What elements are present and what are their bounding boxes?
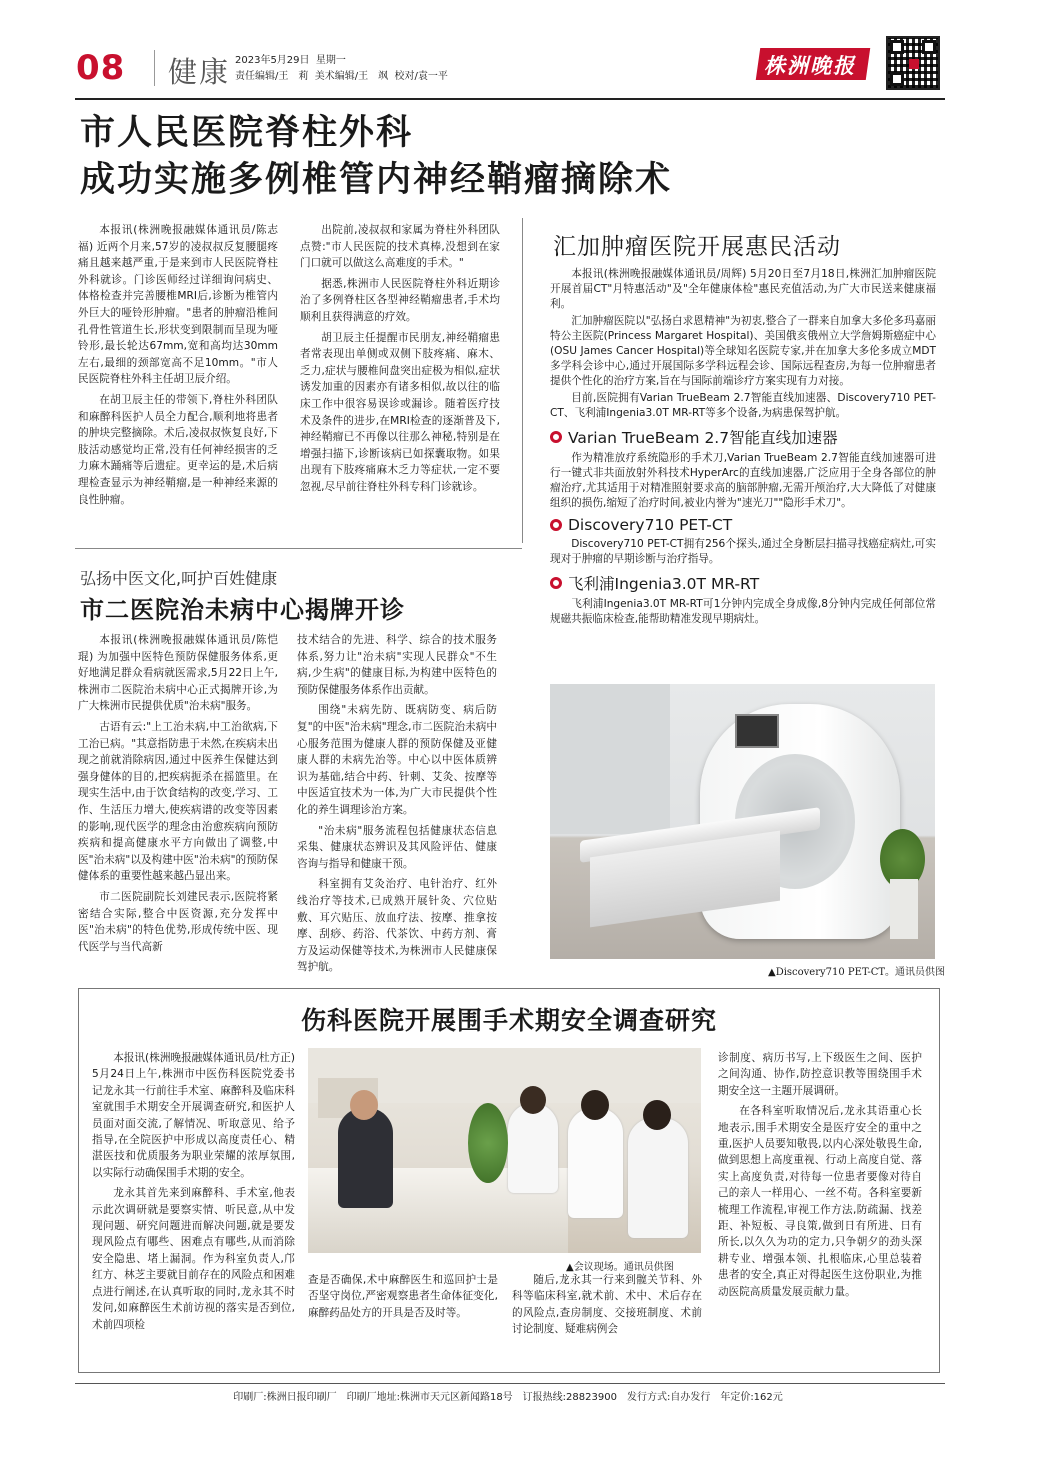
article4-col4	[718, 1050, 922, 1300]
article2-paragraph: 目前,医院拥有Varian TrueBeam 2.7智能直线加速器、Discovery710 PET-CT、飞利浦Ingenia3.0T MR-RT等多个设备,为病患保驾护航。	[550, 392, 936, 419]
article1-title-line2: 成功实施多例椎管内神经鞘瘤摘除术	[80, 160, 673, 200]
petct-photo	[550, 684, 935, 959]
article4-paragraph: 诊制度、病历书写,上下级医生之间、医护之间沟通、协作,防控意识教等围绕围手术期安全这一主题开展调研。	[718, 1052, 922, 1097]
article3-paragraph: "治未病"服务流程包括健康状态信息采集、健康状态辨识及其风险评估、健康咨询与指导和健康干预。	[297, 824, 497, 870]
article4-col1	[92, 1050, 295, 1333]
article3-paragraph: 古语有云:"上工治未病,中工治欲病,下工治已病。"其意指防患于未然,在疾病未出现之前就消除病因,通过中医养生保健达到强身健体的目的,把疾病扼杀在摇篮里。在现实生活中,由于饮食结构的改变,学习、工作、生活压力增大,使疾病谱的改变等因素的影响,现代医学的理念由治愈疾病向预防疾病和提高健康水平方向做出了调整,中医"治未病"以及构建中医"治未病"的预防保健体系的重要性越来越凸显出来。	[78, 720, 278, 883]
subhead-discovery-text: Discovery710 PET-CT	[568, 516, 733, 534]
article4-paragraph: 在各科室听取情况后,龙永其语重心长地表示,围手术期安全是医疗安全的重中之重,医护人员要知敬畏,以内心深处敬畏生命,做到思想上高度重视、行动上高度自觉、落实上高度负责,对待每一位患者要像对待自己的亲人一样用心、一丝不苟。各科室要新梳理工作流程,审视工作方法,防疏漏、找差距、补短板、寻良策,做到日有所进、日有所长,以久久为功的定力,只争朝夕的劲头深耕专业、增强本领、扎根临床,心里总装着患者的安全,真正对得起医生这份职业,为推动医院高质量发展贡献力量。	[718, 1105, 922, 1298]
article3-kicker: 弘扬中医文化,呵护百姓健康	[80, 569, 278, 588]
article1-paragraph: 出院前,凌叔叔和家属为脊柱外科团队点赞:"市人民医院的技术真棒,没想到在家门口就可以做这么高难度的手术。"	[300, 224, 500, 270]
newspaper-logo-text: 株洲晚报	[764, 53, 856, 78]
article1-title-line1: 市人民医院脊柱外科	[80, 113, 414, 153]
header-divider	[154, 50, 155, 86]
column-divider	[522, 218, 523, 543]
article4-col3	[512, 1272, 702, 1338]
article1-paragraph: 胡卫辰主任提醒市民朋友,神经鞘瘤患者常表现出单侧或双侧下肢疼痛、麻木、乏力,症状与腰椎间盘突出症极为相似,症状诱发加重的因素亦有诸多相似,故以往的临床工作中很容易误诊或漏诊。随着医疗技术及条件的进步,在MRI检查的逐渐普及下,神经鞘瘤已不再像以往那么神秘,特别是在增强扫描下,诊断该病已如探囊取物。如果出现有下肢疼痛麻木乏力等症状,一定不要忽视,尽早前往脊柱外科专科门诊就诊。	[300, 331, 500, 493]
subhead-discovery	[550, 516, 936, 534]
circle-bullet-icon	[550, 519, 562, 531]
article3-col2	[297, 632, 497, 976]
article1-paragraph: 据悉,株洲市人民医院脊柱外科近期诊治了多例脊柱区各型神经鞘瘤患者,手术均顺利且获得满意的疗效。	[300, 277, 500, 323]
circle-bullet-icon	[550, 577, 562, 589]
page-header	[68, 40, 948, 95]
subhead-philips-text: 飞利浦Ingenia3.0T MR-RT	[568, 575, 760, 593]
subhead-philips	[550, 572, 936, 594]
article4-paragraph: 本报讯(株洲晚报融媒体通讯员/杜方正) 5月24日上午,株洲市中医伤科医院党委书记龙永其一行前往手术室、麻醉科及临床科室就围手术期安全开展调查研究,和医护人员面对面交流,了解情况、听取意见、给予指导,在全院医护中形成以高度责任心、精湛医技和优质服务为职业荣耀的浓厚氛围,以实际行动确保围手术期的安全。	[92, 1052, 295, 1179]
article2-title: 汇加肿瘤医院开展惠民活动	[553, 234, 841, 260]
qr-code	[886, 36, 940, 90]
article2-paragraph: 本报讯(株洲晚报融媒体通讯员/周辉) 5月20日至7月18日,株洲汇加肿瘤医院开展首届CT"月特惠活动"及"全年健康体检"惠民充值活动,为广大市民送来健康福利。	[550, 268, 936, 310]
article4-paragraph: 随后,龙永其一行来到髋关节科、外科等临床科室,就术前、术中、术后存在的风险点,查房制度、交接班制度、术前讨论制度、疑难病例会	[512, 1274, 702, 1336]
article3-title: 市二医院治未病中心揭牌开诊	[80, 596, 405, 624]
article2-paragraph: 飞利浦Ingenia3.0T MR-RT可1分钟内完成全身成像,8分钟内完成任何部位常规磁共振临床检查,能帮助精准发现早期病灶。	[550, 598, 936, 625]
meeting-photo-caption: ▲会议现场。通讯员供图	[566, 1262, 674, 1273]
circle-bullet-icon	[550, 431, 562, 443]
meeting-photo	[308, 1048, 701, 1253]
article3-paragraph: 市二医院副院长刘建民表示,医院将紧密结合实际,整合中医资源,充分发挥中医"治未病"的特色优势,形成传统中医、现代医学与当代高新	[78, 890, 278, 953]
article3-col1	[78, 632, 278, 955]
footer-rule	[75, 1383, 945, 1384]
article1-col1	[78, 222, 278, 508]
article4-paragraph: 查是否确保,术中麻醉医生和巡回护士是否坚守岗位,严密观察患者生命体征变化,麻醉药品处方的开具是否及时等。	[308, 1274, 498, 1319]
article3-paragraph: 围绕"未病先防、既病防变、病后防复"的中医"治未病"理念,市二医院治未病中心服务范围为健康人群的预防保健及亚健康人群的未病先治等。中心以中医体质辨识为基础,结合中药、针刺、艾灸、按摩等中医适宜技术为一体,为广大市民提供个性化的养生调理诊治方案。	[297, 704, 497, 816]
article4-title: 伤科医院开展围手术期安全调查研究	[300, 1006, 717, 1035]
article2-paragraph: 汇加肿瘤医院以"弘扬白求恩精神"为初衷,整合了一群来自加拿大多伦多玛嘉丽特公主医院(Princess Margaret Hospital)、美国俄亥俄州立大学詹姆斯癌症中心(OSU James Cancer Hospital)等全球知名医院专家,并在加拿大多伦多成立MDT多学科会诊中心,通过开展国际多学科远程会诊、国际远程查房,为每一位肿瘤患者提供个性化的治疗方案,旨在与国际前端诊疗方案实现有力对接。	[550, 315, 936, 387]
article1-col2	[300, 222, 500, 496]
section-name: 健康	[168, 55, 231, 89]
article1-paragraph: 本报讯(株洲晚报融媒体通讯员/陈志福) 近两个月来,57岁的凌叔叔反复腰腿疼痛且越来越严重,于是来到市人民医院脊柱外科就诊。门诊医师经过详细询问病史、体格检查并完善腰椎MRI后,诊断为椎管内外巨大的哑铃形肿瘤。"患者的肿瘤沿椎间孔骨性管道生长,形状变到限制而呈现为哑铃形,最长轮达67mm,宽和高均达30mm左右,最细的颈部宽高不足10mm。"市人民医院脊柱外科主任胡卫辰介绍。	[78, 224, 278, 386]
issue-date: 2023年5月29日 星期一	[235, 55, 346, 66]
article4-col2	[308, 1272, 498, 1321]
article2-paragraph: 作为精准放疗系统隐形的手术刀,Varian TrueBeam 2.7智能直线加速器可进行一键式非共面放射外科技术HyperArc的直线加速器,广泛应用于全身各部位的肿瘤治疗,尤其适用于对精准照射要求高的脑部肿瘤,无需开颅治疗,大大降低了对健康组织的损伤,缩短了治疗时间,被业内誉为"速光刀""隐形手术刀"。	[550, 452, 936, 509]
article3-paragraph: 科室拥有艾灸治疗、电针治疗、红外线治疗等技术,已成熟开展针灸、穴位贴敷、耳穴贴压、放血疗法、按摩、推拿按摩、刮痧、药浴、代茶饮、中药方剂、膏方及运动保健等技术,为株洲市人民健康保驾护航。	[297, 878, 497, 974]
header-rule	[75, 98, 945, 100]
article1-paragraph: 在胡卫辰主任的带领下,脊柱外科团队和麻醉科医护人员全力配合,顺利地将患者的肿块完整摘除。术后,凌叔叔恢复良好,下肢活动感觉均正常,没有任何神经损害的乏力麻木踊痛等后遗症。更幸运的是,术后病理检查显示为神经鞘瘤,是一种神经来源的良性肿瘤。	[78, 393, 278, 506]
footer-info: 印刷厂:株洲日报印刷厂 印刷厂地址:株洲市天元区新闻路18号 订报热线:28823900 发行方式:自办发行 年定价:162元	[233, 1392, 783, 1403]
article4-paragraph: 龙永其首先来到麻醉科、手术室,他表示此次调研就是要察实情、听民意,从中发现问题、研究问题进而解决问题,就是要发现风险点有哪些、困难点有哪些,从而消除安全隐患、堵上漏洞。作为科室负责人,邝红方、林芝主要就目前存在的风险点和困难点进行阐述,在认真听取的同时,龙永其不时发问,如麻醉医生术前访视的落实是否到位,术前四项检	[92, 1187, 295, 1331]
page-number: 08	[76, 48, 126, 88]
article2-body	[550, 267, 936, 627]
section-rule	[75, 548, 522, 549]
article3-paragraph: 本报讯(株洲晚报融媒体通讯员/陈恺琨) 为加强中医特色预防保健服务体系,更好地满足群众看病就医需求,5月22日上午,株洲市二医院治未病中心正式揭牌开诊,为广大株洲市民提供优质"治未病"服务。	[78, 634, 278, 713]
subhead-varian	[550, 426, 936, 448]
editors-line: 责任编辑/王 莉 美术编辑/王 飒 校对/袁一平	[235, 71, 448, 82]
petct-photo-caption: ▲Discovery710 PET-CT。通讯员供图	[768, 967, 946, 978]
article2-paragraph: Discovery710 PET-CT拥有256个探头,通过全身断层扫描寻找癌症病灶,可实现对于肿瘤的早期诊断与治疗指导。	[550, 538, 936, 565]
article3-paragraph: 技术结合的先进、科学、综合的技术服务体系,努力让"治未病"实现人民群众"不生病,少生病"的健康目标,为构建中医特色的预防保健服务体系作出贡献。	[297, 634, 497, 696]
subhead-varian-text: Varian TrueBeam 2.7智能直线加速器	[568, 429, 838, 447]
